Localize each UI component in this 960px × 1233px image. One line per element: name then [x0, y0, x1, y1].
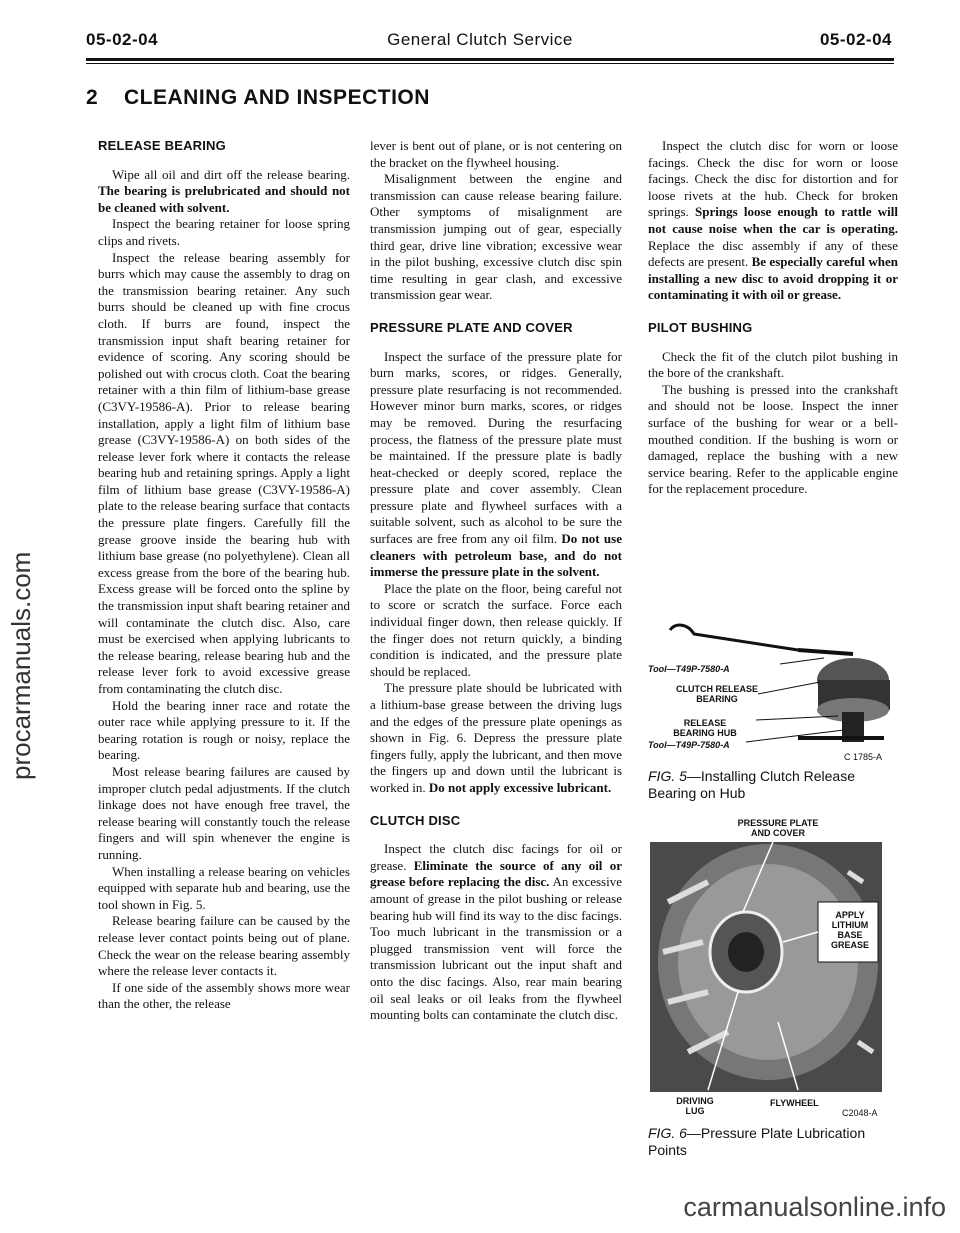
column-3 [648, 138, 898, 498]
paragraph: Hold the bearing inner race and rotate the outer race while applying pressure to it. If the bearing rotation is rough or noisy, replace the bearing. [98, 697, 350, 763]
label-tool-1: Tool—T49P-7580-A [648, 664, 730, 674]
figure-5-code: C 1785-A [844, 752, 883, 762]
label-bearing-hub: BEARING HUB [673, 728, 737, 738]
section-number: 2 [86, 86, 99, 109]
watermark-side: procarmanuals.com [6, 551, 36, 780]
bold-text-run: Springs loose enough to rattle will not cause noise when the car is operating. [648, 204, 898, 236]
caption-text: —Pressure Plate Lubrication Points [648, 1125, 866, 1158]
paragraph [370, 841, 622, 1024]
header-title: General Clutch Service [387, 30, 573, 49]
paragraph [648, 138, 898, 304]
caption-number: FIG. 5 [648, 768, 687, 784]
watermark-bottom: carmanualsonline.info [683, 1192, 946, 1222]
label-pressure-plate: PRESSURE PLATE [737, 818, 819, 828]
figure-6-caption [648, 1125, 898, 1159]
paragraph: Misalignment between the engine and transmission can cause release bearing failure. Other symptoms of misalignment are transmission jumping out of gear, especially third gear, drive line vibration; excessive wear in the pilot bushing, excessive clutch disc spin time resulting in gear clash, and excessive transmission gear wear. [370, 171, 622, 303]
bold-text-run: Be especially careful when installing a new disc to avoid dropping it or contaminating it with oil or grease. [648, 254, 898, 303]
figure-6-code: C2048-A [842, 1108, 878, 1118]
label-grease: GREASE [830, 940, 869, 950]
header-page-number-left: 05-02-04 [86, 30, 159, 49]
bold-text-run: Do not apply excessive lubricant. [428, 779, 612, 795]
paragraph [370, 680, 622, 796]
figure-6-photo [648, 842, 898, 1092]
paragraph: Check the fit of the clutch pilot bushing in the bore of the crankshaft. [648, 348, 898, 381]
paragraph: Release bearing failure can be caused by the release lever contact points being out of plane. Check the wear on the release bearing assembly where the release lever contacts it. [98, 913, 350, 979]
bold-text-run: The bearing is prelubricated and should not be cleaned with solvent. [98, 183, 350, 215]
label-clutch-release: CLUTCH RELEASE [675, 684, 758, 694]
label-bearing: BEARING [696, 694, 738, 704]
label-driving: DRIVING [676, 1096, 714, 1106]
header-rule-thin [86, 63, 894, 64]
paragraph: Inspect the release bearing assembly for burrs which may cause the assembly to drag on the transmission bearing retainer. Any such burrs should be cleaned up with fine crocus cloth. If burrs are found, inspect the transmission input shaft bearing retainer for evidence of scoring. Any scoring should be polished out with crocus cloth. Coat the bearing retainer with a thin film of lithium-base grease (C3VY-19586-A). Prior to release bearing installation, apply a light film of lithium base grease (C3VY-19586-A) on both sides of the release lever fork where it contacts the release bearing hub and retaining springs. Apply a light film of lithium base grease (C3VY-19586-A) plate to the release bearing surface that contacts the pressure plate fingers. Carefully fill the grease groove inside the bearing hub with lithium base grease (no polyethylene). Clean all excess grease from the bore of the bearing hub. Excess grease will be forced onto the spline by the transmission input shaft bearing retainer and will contaminate the clutch disc. Also, care must be exercised when applying lubricants to the release bearing, release bearing hub and the release lever fork to avoid excessive grease from contaminating the clutch disc. [98, 249, 350, 696]
paragraph: If one side of the assembly shows more wear than the other, the release [98, 979, 350, 1012]
bold-text-run: Eliminate the source of any oil or grease before replacing the disc. [370, 857, 622, 890]
header-rule-thick [86, 58, 894, 61]
text-run: An excessive amount of grease in the pilot bushing or release bearing hub will find its way to the disc facings. Too much lubricant in the transmission or a plugged transmission vent will force the transmission lubricant out the input shaft and onto the disc facings. Also, rear main bearing oil seal leaks or oil leaks from the flywheel mounting bolts can contaminate the clutch disc. [370, 874, 622, 1023]
column-1 [98, 138, 350, 1013]
section-title [86, 86, 430, 110]
text-run: Replace the disc assembly if any of these defects are present. [648, 237, 898, 270]
label-and-cover: AND COVER [750, 828, 805, 838]
text-run: Inspect the clutch disc for worn or loose facings. Check the disc for worn or loose facings. Check the disc for distortion and for loose rivets at the hub. Check for broken springs. [648, 138, 898, 220]
label-lithium: LITHIUM [831, 920, 869, 930]
text-run: The pressure plate should be lubricated with a lithium-base grease between the driving lugs and the edges of the pressure plate openings as shown in Fig. 6. Depress the pressure plate fingers fully, apply the lubricant, and then move the fingers up and down until the lubricant is worked in. [370, 680, 622, 795]
paragraph: Place the plate on the floor, being careful not to score or scratch the surface. Force each individual finger down, then release quickly. If the finger does not return quickly, a binding condition is indicated, and the pressure plate should be replaced. [370, 580, 622, 679]
heading-pressure-plate: PRESSURE PLATE AND COVER [370, 319, 573, 335]
label-base: BASE [837, 930, 863, 940]
label-release: RELEASE [683, 718, 727, 728]
paragraph: Inspect the bearing retainer for loose spring clips and rivets. [98, 216, 350, 248]
paragraph: lever is bent out of plane, or is not centering on the bracket on the flywheel housing. [370, 138, 622, 170]
caption-text: —Installing Clutch Release Bearing on Hub [648, 768, 855, 801]
figure-6 [648, 818, 898, 1158]
heading-release-bearing: RELEASE BEARING [98, 138, 226, 153]
heading-pilot-bushing: PILOT BUSHING [648, 319, 753, 335]
text-run: Inspect the surface of the pressure plate for burn marks, scores, or ridges. Generally, pressure plate resurfacing is not recommended. However minor burn marks, scores, or ridges may be removed. During the resurfacing process, the flatness of the pressure plate must be maintained. If the pressure plate is badly heat-checked or deeply scored, replace the pressure plate and cover assembly. Clean pressure plate and flywheel surfaces with a suitable solvent, such as alcohol to be sure the surfaces are free from any oil film. [370, 348, 622, 547]
label-lug: LUG [685, 1106, 705, 1116]
bold-text-run: Do not use cleaners with petroleum base, and do not immerse the pressure plate in the solvent. [370, 531, 622, 580]
paragraph: When installing a release bearing on vehicles equipped with separate hub and bearing, use the tool shown in Fig. 5. [98, 863, 350, 912]
label-apply: APPLY [835, 910, 865, 920]
text-run: Inspect the clutch disc facings for oil or grease. [370, 841, 622, 873]
paragraph [98, 167, 350, 217]
paragraph: The bushing is pressed into the crankshaft and should not be loose. Inspect the inner surface of the bushing for wear or a bell-mouthed condition. If the bushing is worn or damaged, replace the bushing with a new service bearing. Refer to the applicable engine for the replacement procedure. [648, 381, 898, 497]
text-run: Wipe all oil and dirt off the release bearing. [112, 166, 350, 182]
label-tool-2: Tool—T49P-7580-A [648, 740, 730, 750]
figure-5 [648, 620, 898, 801]
paragraph: Most release bearing failures are caused by improper clutch pedal adjustments. If the clutch linkage does not have enough free travel, the release bearing will constantly touch the release fingers and will spin whenever the engine is running. [98, 763, 350, 862]
section-title-text: CLEANING AND INSPECTION [124, 86, 430, 109]
label-flywheel: FLYWHEEL [770, 1098, 819, 1108]
header-page-number-right: 05-02-04 [819, 30, 892, 49]
figure-5-caption [648, 768, 898, 802]
heading-clutch-disc: CLUTCH DISC [370, 812, 461, 828]
paragraph [370, 349, 622, 581]
caption-number: FIG. 6 [648, 1125, 687, 1141]
column-2 [370, 138, 622, 1024]
